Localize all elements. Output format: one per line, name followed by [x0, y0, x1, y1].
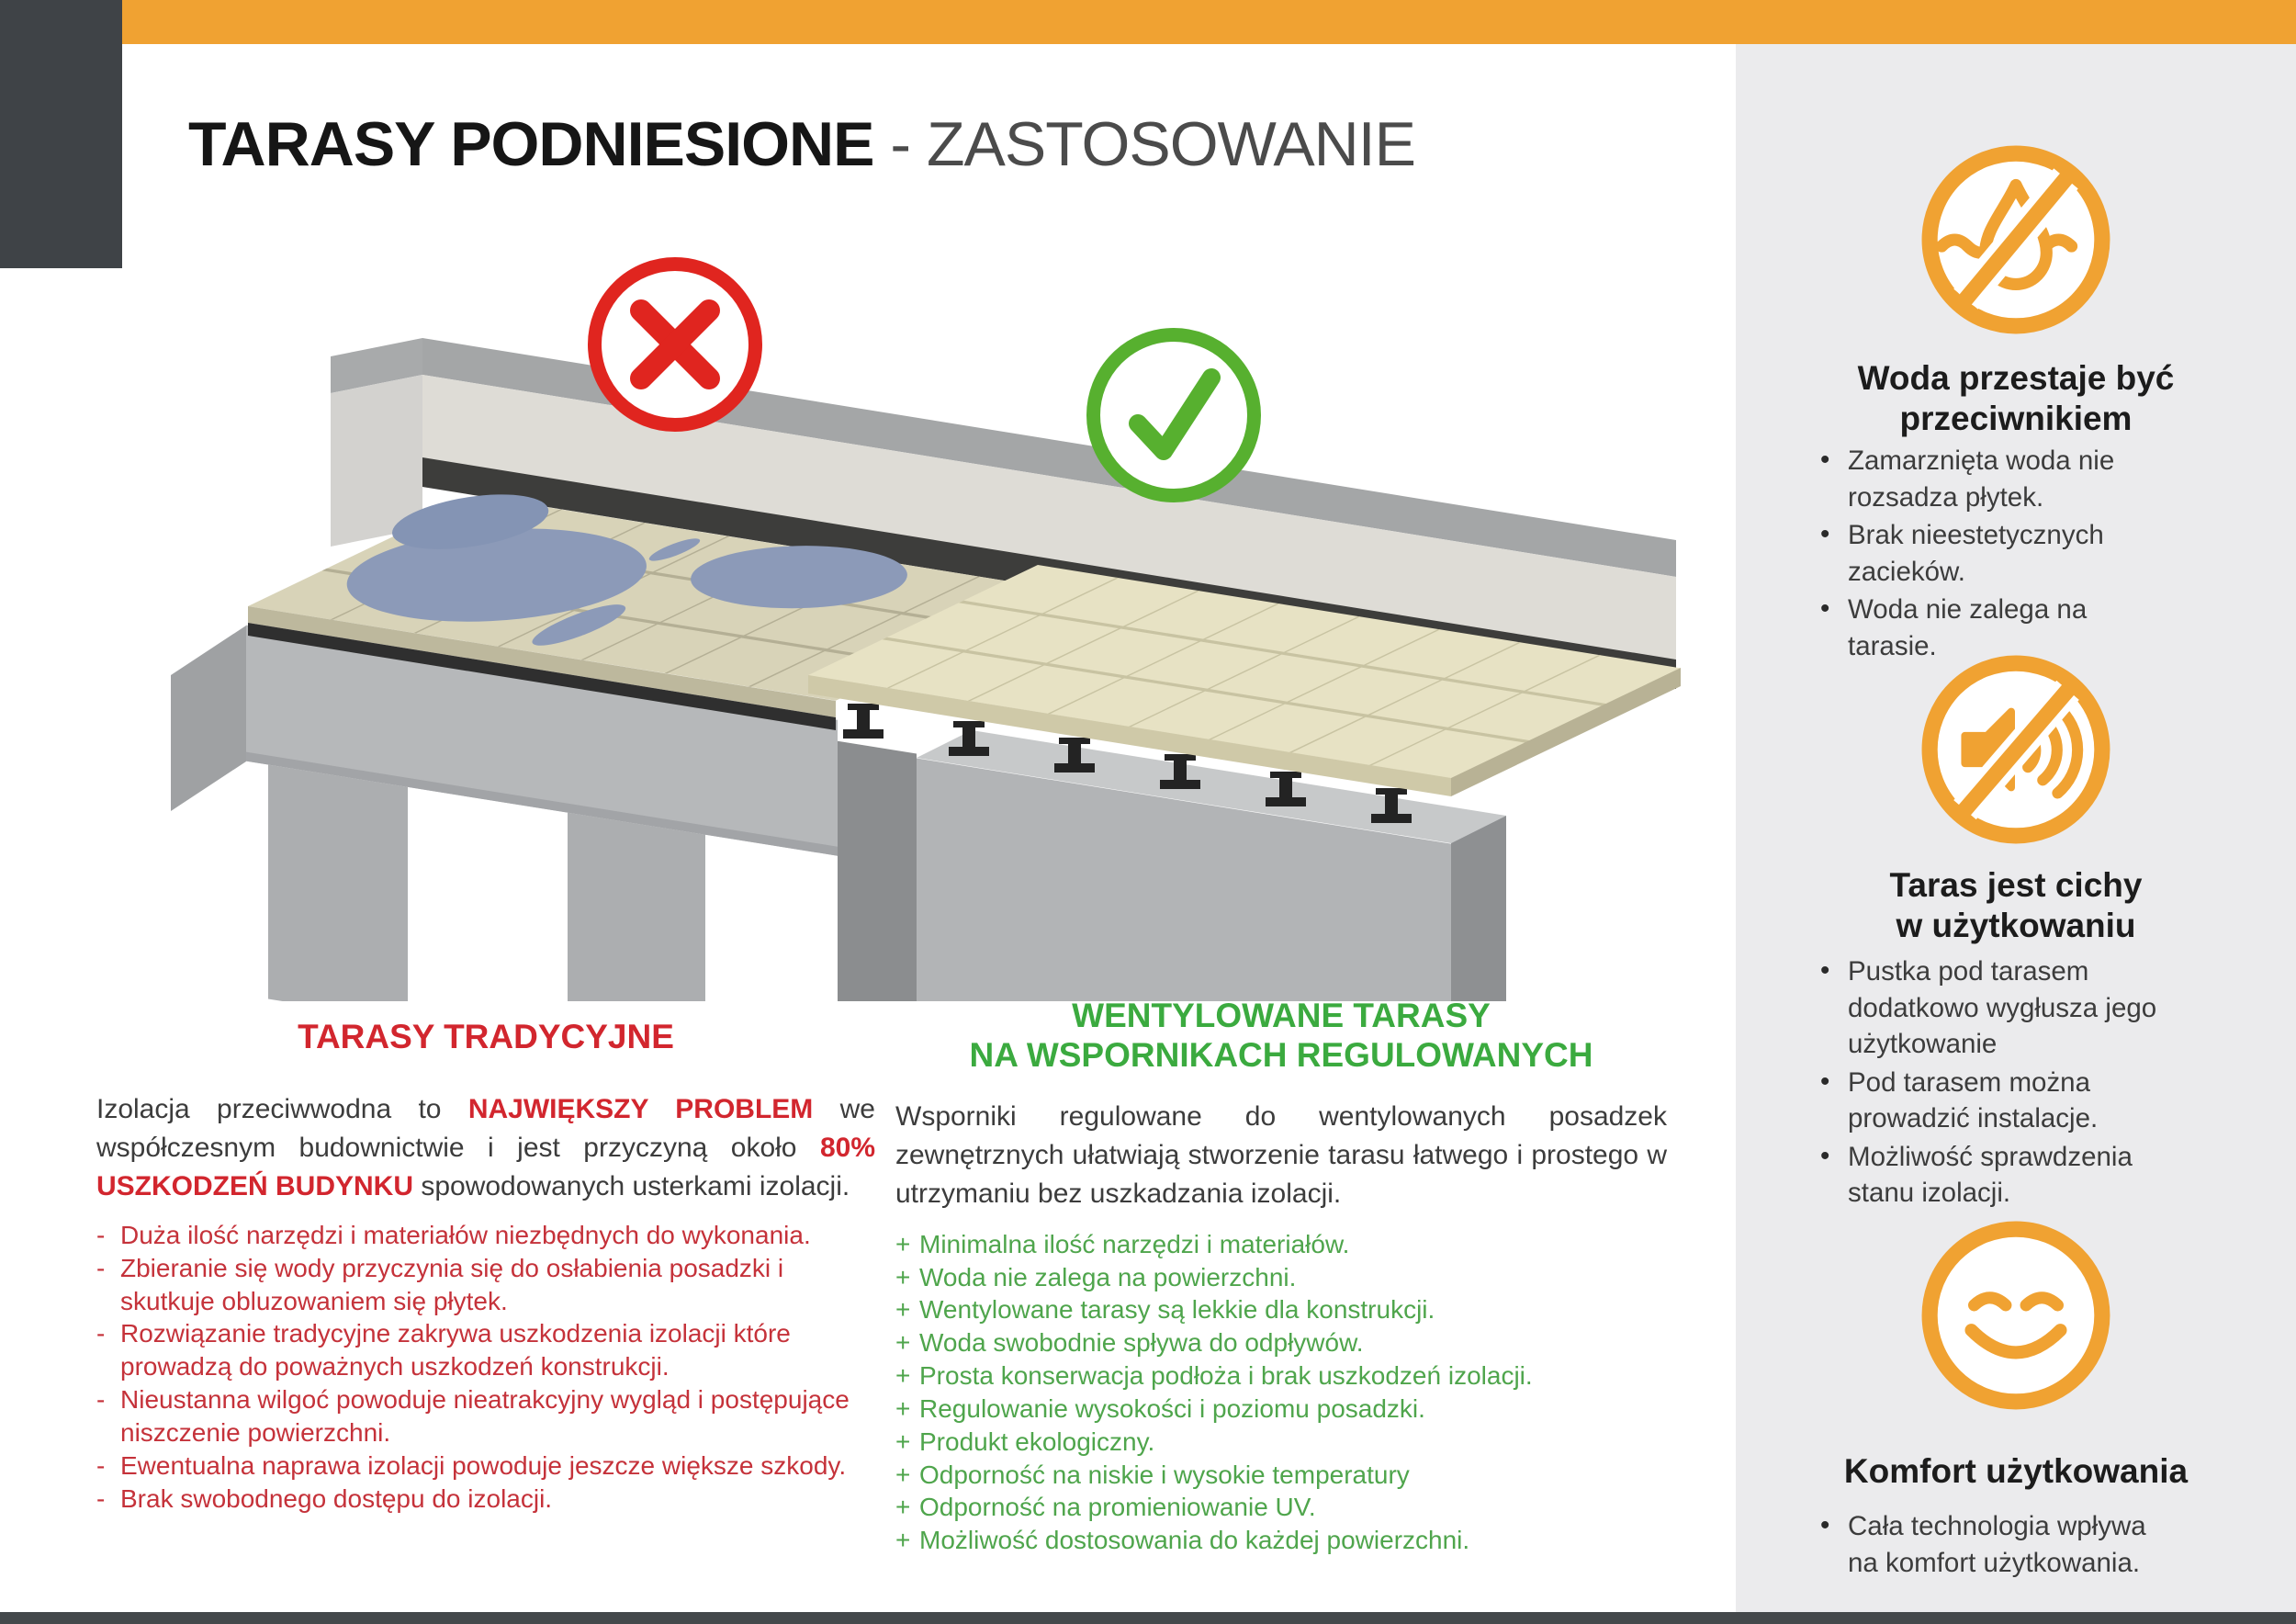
no-water-icon — [1919, 142, 2113, 337]
traditional-heading: TARASY TRADYCYJNE — [298, 1018, 674, 1055]
list-item: - Rozwiązanie tradycyjne zakrywa uszkodzenia izolacji które prowadzą do poważnych uszkodzeń konstrukcji. — [96, 1319, 791, 1382]
list-item: + Prosta konserwacja podłoża i brak uszkodzeń izolacji. — [895, 1361, 1533, 1391]
list-item: - Duża ilość narzędzi i materiałów niezbędnych do wykonania. — [96, 1220, 811, 1249]
wrong-mark-badge — [588, 257, 762, 432]
list-item: - Zbieranie się wody przyczynia się do osłabienia posadzki i skutkuje obluzowaniem się płytek. — [96, 1253, 784, 1315]
sidebar-list-comfort — [1817, 1508, 2182, 1583]
traditional-intro: Izolacja przeciwwodna to NAJWIĘKSZY PROBLEM we współczesnym budownictwie i jest przyczyną około 80% USZKODZEŃ BUDYNKU spowodowanych usterkami izolacji. — [96, 1093, 875, 1201]
corner-square — [0, 0, 122, 268]
sidebar-list-quiet — [1817, 953, 2182, 1213]
page-title-light: - ZASTOSOWANIE — [890, 109, 1416, 179]
check-mark-badge — [1086, 328, 1261, 502]
list-item: • Pustka pod tarasem dodatkowo wygłusza jego użytkowanie — [1817, 953, 2182, 1063]
list-item: + Minimalna ilość narzędzi i materiałów. — [895, 1229, 1350, 1258]
list-item: • Woda nie zalega na tarasie. — [1817, 592, 2182, 664]
page-title-bold: TARASY PODNIESIONE — [188, 109, 874, 179]
x-mark-icon — [625, 294, 726, 395]
smiley-face-icon — [1919, 1218, 2113, 1413]
sidebar-heading-comfort: Komfort użytkowania — [1843, 1452, 2189, 1490]
terrace-cutaway-drawing — [110, 211, 1690, 1001]
sidebar-list-water — [1817, 443, 2182, 666]
list-item: • Brak nieestetycznych zacieków. — [1817, 517, 2182, 590]
list-item: • Możliwość sprawdzenia stanu izolacji. — [1817, 1139, 2182, 1212]
list-item: + Możliwość dostosowania do każdej powierzchni. — [895, 1526, 1470, 1555]
list-item: - Brak swobodnego dostępu do izolacji. — [96, 1483, 553, 1513]
sidebar-heading-water: Woda przestaje być przeciwnikiem — [1857, 359, 2175, 438]
list-item: + Produkt ekologiczny. — [895, 1427, 1155, 1456]
ventilated-terraces-section — [895, 997, 1667, 1557]
ventilated-benefits-list — [895, 1228, 1667, 1557]
page-title — [188, 108, 1415, 180]
traditional-terraces-section — [96, 1018, 875, 1515]
ventilated-intro: Wsporniki regulowane do wentylowanych posadzek zewnętrznych ułatwiają stworzenie tarasu łatwego i prostego w utrzymaniu bez uszkadzania izolacji. — [895, 1100, 1667, 1209]
list-item: • Zamarznięta woda nie rozsadza płytek. — [1817, 443, 2182, 515]
check-icon — [1123, 365, 1224, 466]
list-item: + Regulowanie wysokości i poziomu posadzki. — [895, 1393, 1425, 1423]
footer-bar — [0, 1612, 2296, 1624]
muted-speaker-icon — [1919, 652, 2113, 847]
traditional-drawbacks-list — [96, 1219, 875, 1515]
list-item: + Woda nie zalega na powierzchni. — [895, 1262, 1297, 1291]
top-accent-bar — [0, 0, 2296, 44]
list-item: + Odporność na promieniowanie UV. — [895, 1493, 1316, 1522]
sidebar-heading-quiet: Taras jest cichy w użytkowaniu — [1889, 866, 2143, 945]
list-item: + Odporność na niskie i wysokie temperatury — [895, 1460, 1410, 1489]
list-item: - Ewentualna naprawa izolacji powoduje jeszcze większe szkody. — [96, 1450, 847, 1480]
list-item: • Pod tarasem można prowadzić instalacje. — [1817, 1065, 2182, 1137]
list-item: • Cała technologia wpływa na komfort użytkowania. — [1817, 1508, 2182, 1581]
ventilated-heading: WENTYLOWANE TARASY NA WSPORNIKACH REGULOWANYCH — [969, 997, 1593, 1074]
benefits-sidebar — [1736, 44, 2296, 1612]
terrace-illustration — [110, 211, 1690, 1001]
list-item: - Nieustanna wilgoć powoduje nieatrakcyjny wygląd i postępujące niszczenie powierzchni. — [96, 1385, 850, 1447]
list-item: + Woda swobodnie spływa do odpływów. — [895, 1328, 1364, 1358]
list-item: + Wentylowane tarasy są lekkie dla konstrukcji. — [895, 1295, 1435, 1325]
